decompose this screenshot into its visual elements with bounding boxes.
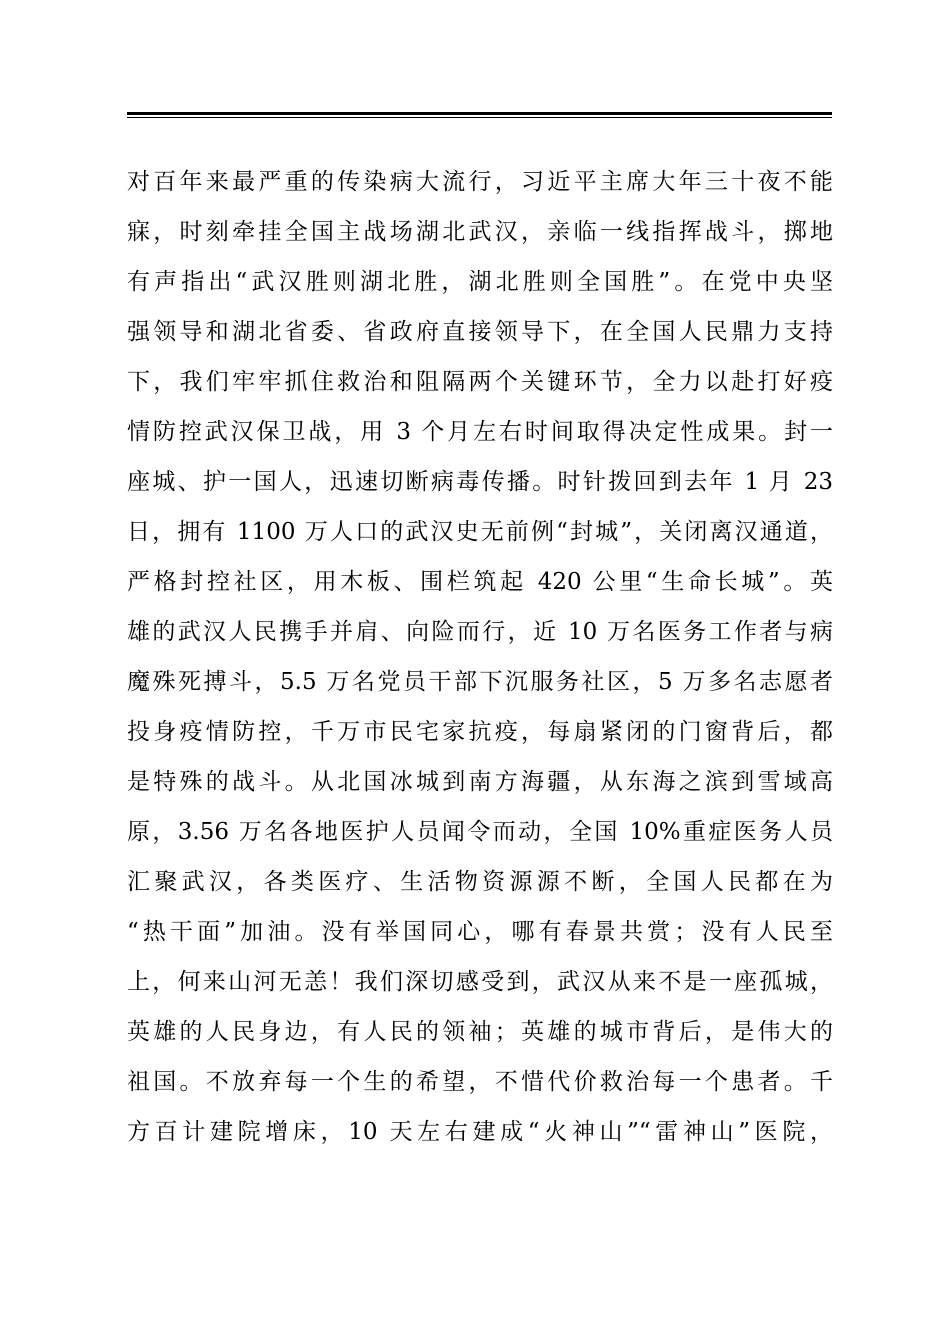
text-line: 日，拥有 1100 万人口的武汉史无前例“封城”，关闭离汉通道， (127, 519, 833, 545)
text-line: 下，我们牢牢抓住救治和阻隔两个关键环节，全力以赴打好疫 (127, 369, 833, 395)
text-line: 强领导和湖北省委、省政府直接领导下，在全国人民鼎力支持 (127, 319, 833, 345)
text-line: 有声指出“武汉胜则湖北胜，湖北胜则全国胜”。在党中央坚 (127, 269, 833, 295)
text-line: 魔殊死搏斗，5.5 万名党员干部下沉服务社区，5 万多名志愿者 (127, 669, 833, 695)
header-rule-thin (127, 117, 832, 118)
text-line: 祖国。不放弃每一个生的希望，不惜代价救治每一个患者。千 (127, 1069, 833, 1095)
text-line: 座城、护一国人，迅速切断病毒传播。时针拨回到去年 1 月 23 (127, 469, 833, 495)
text-line: 对百年来最严重的传染病大流行，习近平主席大年三十夜不能 (127, 169, 833, 195)
text-line: 严格封控社区，用木板、围栏筑起 420 公里“生命长城”。英 (127, 569, 833, 595)
text-line: 上，何来山河无恙！我们深切感受到，武汉从来不是一座孤城， (127, 969, 833, 995)
header-double-rule (127, 112, 832, 119)
body-paragraph (127, 157, 833, 1157)
text-line: 英雄的人民身边，有人民的领袖；英雄的城市背后，是伟大的 (127, 1019, 833, 1045)
text-line: 是特殊的战斗。从北国冰城到南方海疆，从东海之滨到雪域高 (127, 769, 833, 795)
text-line: “热干面”加油。没有举国同心，哪有春景共赏；没有人民至 (127, 919, 833, 945)
text-line: 汇聚武汉，各类医疗、生活物资源源不断，全国人民都在为 (127, 869, 833, 895)
text-line: 方百计建院增床，10 天左右建成“火神山”“雷神山”医院， (127, 1119, 833, 1145)
text-line: 情防控武汉保卫战，用 3 个月左右时间取得决定性成果。封一 (127, 419, 833, 445)
text-line: 原，3.56 万名各地医护人员闻令而动，全国 10%重症医务人员 (127, 819, 833, 845)
header-rule-thick (127, 112, 832, 115)
text-line: 寐，时刻牵挂全国主战场湖北武汉，亲临一线指挥战斗，掷地 (127, 219, 833, 245)
text-line: 投身疫情防控，千万市民宅家抗疫，每扇紧闭的门窗背后，都 (127, 719, 833, 745)
text-line: 雄的武汉人民携手并肩、向险而行，近 10 万名医务工作者与病 (127, 619, 833, 645)
